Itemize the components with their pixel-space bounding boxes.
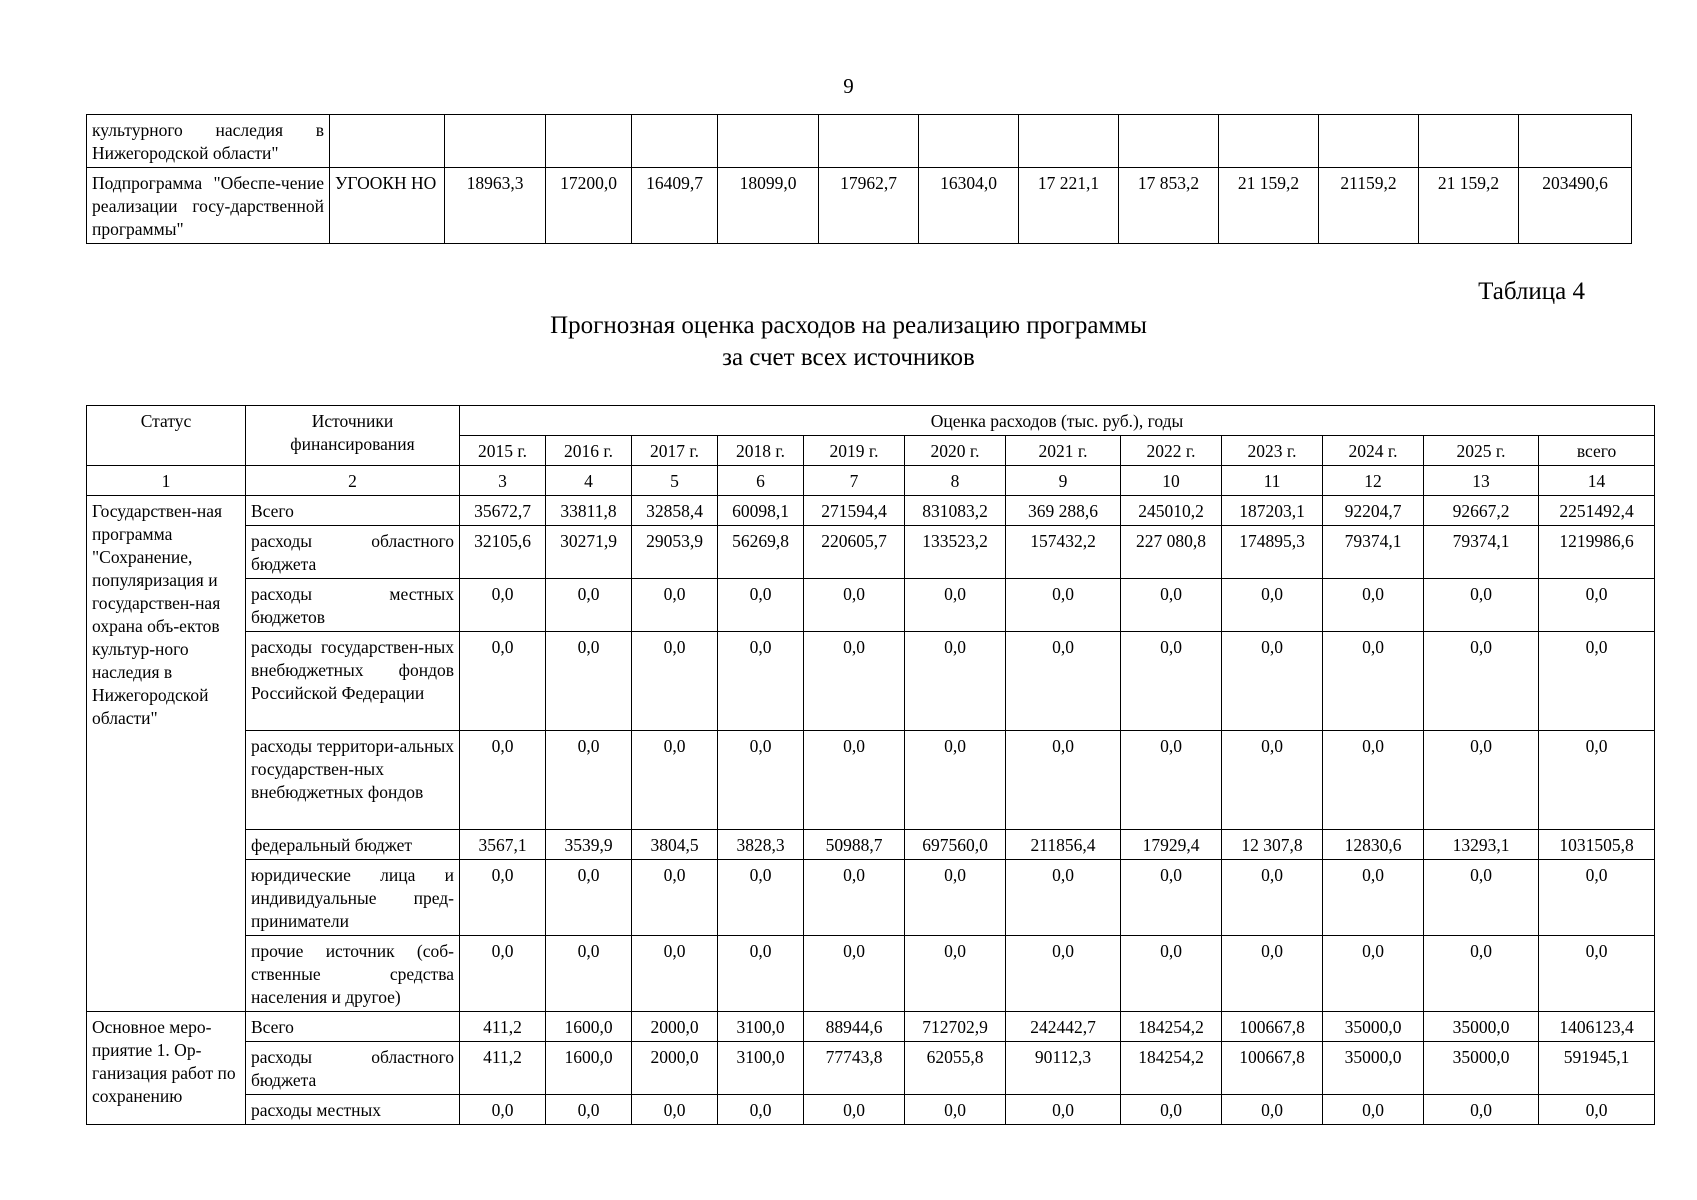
value-cell <box>632 115 718 168</box>
status-cell: Основное меро-приятие 1. Ор-ганизация работ по сохранению <box>87 1012 246 1125</box>
value-cell <box>1519 115 1632 168</box>
value-cell: 35000,0 <box>1323 1012 1424 1042</box>
value-cell: 174895,3 <box>1222 526 1323 579</box>
value-cell: 0,0 <box>718 632 804 731</box>
value-cell: 0,0 <box>1006 731 1121 830</box>
value-cell: 133523,2 <box>905 526 1006 579</box>
source-cell: расходы местных <box>246 1095 460 1125</box>
value-cell: 203490,6 <box>1519 168 1632 244</box>
value-cell: 32105,6 <box>460 526 546 579</box>
value-cell: 0,0 <box>718 731 804 830</box>
value-cell: 0,0 <box>1006 1095 1121 1125</box>
header-column-numbers-row <box>87 466 1655 496</box>
header-source: Источники финансирования <box>246 406 460 466</box>
value-cell: 0,0 <box>546 1095 632 1125</box>
value-cell: 0,0 <box>460 936 546 1012</box>
value-cell: 0,0 <box>1222 579 1323 632</box>
value-cell: 0,0 <box>1121 731 1222 830</box>
row-name: Подпрограмма "Обеспе-чение реализации госу-дарственной программы" <box>87 168 330 244</box>
value-cell: 1031505,8 <box>1539 830 1655 860</box>
column-number: 9 <box>1006 466 1121 496</box>
value-cell: 60098,1 <box>718 496 804 526</box>
value-cell: 0,0 <box>1424 860 1539 936</box>
value-cell: 0,0 <box>905 731 1006 830</box>
value-cell: 35000,0 <box>1323 1042 1424 1095</box>
value-cell: 0,0 <box>1006 579 1121 632</box>
value-cell: 187203,1 <box>1222 496 1323 526</box>
table-row <box>87 830 1655 860</box>
source-cell: Всего <box>246 1012 460 1042</box>
value-cell: 3567,1 <box>460 830 546 860</box>
value-cell: 0,0 <box>804 1095 905 1125</box>
year-header: 2018 г. <box>718 436 804 466</box>
value-cell: 0,0 <box>1006 632 1121 731</box>
value-cell <box>546 115 632 168</box>
source-cell: расходы областного бюджета <box>246 526 460 579</box>
value-cell: 831083,2 <box>905 496 1006 526</box>
value-cell: 79374,1 <box>1424 526 1539 579</box>
year-header: всего <box>1539 436 1655 466</box>
value-cell: 271594,4 <box>804 496 905 526</box>
value-cell: 0,0 <box>804 731 905 830</box>
value-cell: 17200,0 <box>546 168 632 244</box>
column-number: 6 <box>718 466 804 496</box>
source-cell: расходы государствен-ных внебюджетных фондов Российской Федерации <box>246 632 460 731</box>
table-row <box>87 936 1655 1012</box>
value-cell: 157432,2 <box>1006 526 1121 579</box>
value-cell: 0,0 <box>804 860 905 936</box>
value-cell <box>445 115 546 168</box>
value-cell: 0,0 <box>1222 936 1323 1012</box>
column-number: 5 <box>632 466 718 496</box>
row-organization <box>330 115 445 168</box>
header-row-1 <box>87 406 1655 436</box>
value-cell: 0,0 <box>1539 1095 1655 1125</box>
value-cell: 220605,7 <box>804 526 905 579</box>
value-cell: 697560,0 <box>905 830 1006 860</box>
row-name: культурного наследия в Нижегородской области" <box>87 115 330 168</box>
source-cell: расходы областного бюджета <box>246 1042 460 1095</box>
value-cell: 0,0 <box>632 860 718 936</box>
value-cell: 0,0 <box>632 579 718 632</box>
value-cell: 712702,9 <box>905 1012 1006 1042</box>
value-cell: 62055,8 <box>905 1042 1006 1095</box>
value-cell: 0,0 <box>1323 632 1424 731</box>
year-header: 2020 г. <box>905 436 1006 466</box>
column-number: 7 <box>804 466 905 496</box>
value-cell: 0,0 <box>1222 632 1323 731</box>
value-cell: 0,0 <box>546 731 632 830</box>
value-cell: 100667,8 <box>1222 1042 1323 1095</box>
value-cell: 0,0 <box>1121 1095 1222 1125</box>
value-cell: 0,0 <box>718 1095 804 1125</box>
value-cell: 211856,4 <box>1006 830 1121 860</box>
value-cell: 0,0 <box>1222 860 1323 936</box>
value-cell: 2000,0 <box>632 1012 718 1042</box>
value-cell: 369 288,6 <box>1006 496 1121 526</box>
column-number: 2 <box>246 466 460 496</box>
value-cell: 90112,3 <box>1006 1042 1121 1095</box>
table-row <box>87 632 1655 731</box>
value-cell: 0,0 <box>1006 936 1121 1012</box>
value-cell <box>1119 115 1219 168</box>
value-cell: 33811,8 <box>546 496 632 526</box>
column-number: 12 <box>1323 466 1424 496</box>
year-header: 2021 г. <box>1006 436 1121 466</box>
value-cell: 0,0 <box>1121 936 1222 1012</box>
value-cell: 0,0 <box>718 579 804 632</box>
value-cell: 0,0 <box>1424 579 1539 632</box>
value-cell: 0,0 <box>460 1095 546 1125</box>
value-cell: 17 221,1 <box>1019 168 1119 244</box>
value-cell: 0,0 <box>905 936 1006 1012</box>
value-cell: 29053,9 <box>632 526 718 579</box>
value-cell: 100667,8 <box>1222 1012 1323 1042</box>
value-cell <box>1219 115 1319 168</box>
value-cell <box>919 115 1019 168</box>
value-cell: 92204,7 <box>1323 496 1424 526</box>
value-cell: 0,0 <box>1424 936 1539 1012</box>
table-row <box>87 115 1632 168</box>
value-cell: 227 080,8 <box>1121 526 1222 579</box>
value-cell: 1600,0 <box>546 1012 632 1042</box>
value-cell: 79374,1 <box>1323 526 1424 579</box>
value-cell: 16409,7 <box>632 168 718 244</box>
value-cell: 0,0 <box>460 860 546 936</box>
value-cell: 3100,0 <box>718 1042 804 1095</box>
value-cell: 3539,9 <box>546 830 632 860</box>
value-cell: 0,0 <box>1121 632 1222 731</box>
column-number: 8 <box>905 466 1006 496</box>
year-header: 2016 г. <box>546 436 632 466</box>
year-header: 2023 г. <box>1222 436 1323 466</box>
value-cell: 411,2 <box>460 1042 546 1095</box>
value-cell: 0,0 <box>1121 860 1222 936</box>
value-cell: 0,0 <box>905 632 1006 731</box>
source-cell: расходы местных бюджетов <box>246 579 460 632</box>
value-cell: 0,0 <box>905 1095 1006 1125</box>
value-cell: 1600,0 <box>546 1042 632 1095</box>
value-cell: 411,2 <box>460 1012 546 1042</box>
value-cell: 0,0 <box>1539 860 1655 936</box>
value-cell: 0,0 <box>905 860 1006 936</box>
column-number: 10 <box>1121 466 1222 496</box>
table-row <box>87 731 1655 830</box>
value-cell: 0,0 <box>804 579 905 632</box>
value-cell <box>819 115 919 168</box>
row-organization: УГООКН НО <box>330 168 445 244</box>
value-cell: 92667,2 <box>1424 496 1539 526</box>
value-cell: 17 853,2 <box>1119 168 1219 244</box>
source-cell: прочие источник (соб-ственные средства населения и другое) <box>246 936 460 1012</box>
table-row <box>87 526 1655 579</box>
header-estimate: Оценка расходов (тыс. руб.), годы <box>460 406 1655 436</box>
value-cell: 591945,1 <box>1539 1042 1655 1095</box>
column-number: 3 <box>460 466 546 496</box>
table-row <box>87 496 1655 526</box>
table-label: Таблица 4 <box>1478 278 1585 305</box>
year-header: 2025 г. <box>1424 436 1539 466</box>
continuation-table <box>86 114 1632 244</box>
value-cell: 0,0 <box>718 936 804 1012</box>
value-cell: 0,0 <box>632 731 718 830</box>
value-cell: 0,0 <box>632 632 718 731</box>
year-header: 2019 г. <box>804 436 905 466</box>
value-cell: 0,0 <box>1323 731 1424 830</box>
value-cell: 0,0 <box>1539 579 1655 632</box>
value-cell: 0,0 <box>632 936 718 1012</box>
column-number: 4 <box>546 466 632 496</box>
value-cell: 3828,3 <box>718 830 804 860</box>
value-cell <box>1319 115 1419 168</box>
value-cell: 17962,7 <box>819 168 919 244</box>
value-cell: 3804,5 <box>632 830 718 860</box>
value-cell: 0,0 <box>1424 1095 1539 1125</box>
value-cell: 0,0 <box>1121 579 1222 632</box>
value-cell: 35000,0 <box>1424 1042 1539 1095</box>
value-cell: 0,0 <box>1222 731 1323 830</box>
source-cell: Всего <box>246 496 460 526</box>
year-header: 2022 г. <box>1121 436 1222 466</box>
source-cell: юридические лица и индивидуальные пред-приниматели <box>246 860 460 936</box>
value-cell: 50988,7 <box>804 830 905 860</box>
value-cell: 32858,4 <box>632 496 718 526</box>
table-row <box>87 168 1632 244</box>
value-cell: 0,0 <box>1539 936 1655 1012</box>
title-line-2: за счет всех источников <box>722 344 975 371</box>
value-cell: 0,0 <box>460 731 546 830</box>
table-row <box>87 579 1655 632</box>
table-title <box>0 310 1697 374</box>
page-number: 9 <box>843 74 854 98</box>
value-cell: 21159,2 <box>1319 168 1419 244</box>
value-cell: 3100,0 <box>718 1012 804 1042</box>
year-header: 2024 г. <box>1323 436 1424 466</box>
value-cell <box>1419 115 1519 168</box>
value-cell: 1219986,6 <box>1539 526 1655 579</box>
value-cell: 16304,0 <box>919 168 1019 244</box>
source-cell: федеральный бюджет <box>246 830 460 860</box>
year-header: 2015 г. <box>460 436 546 466</box>
value-cell: 77743,8 <box>804 1042 905 1095</box>
value-cell: 12830,6 <box>1323 830 1424 860</box>
value-cell: 184254,2 <box>1121 1012 1222 1042</box>
value-cell: 0,0 <box>1323 936 1424 1012</box>
value-cell: 0,0 <box>1424 731 1539 830</box>
value-cell: 0,0 <box>804 936 905 1012</box>
column-number: 11 <box>1222 466 1323 496</box>
value-cell: 1406123,4 <box>1539 1012 1655 1042</box>
value-cell: 0,0 <box>460 579 546 632</box>
table-row <box>87 1012 1655 1042</box>
source-cell: расходы территори-альных государствен-ных внебюджетных фондов <box>246 731 460 830</box>
expense-forecast-table <box>86 405 1655 1125</box>
value-cell: 18099,0 <box>718 168 819 244</box>
value-cell: 13293,1 <box>1424 830 1539 860</box>
value-cell: 0,0 <box>1323 579 1424 632</box>
value-cell: 2251492,4 <box>1539 496 1655 526</box>
value-cell: 35672,7 <box>460 496 546 526</box>
header-status: Статус <box>87 406 246 466</box>
value-cell: 0,0 <box>1424 632 1539 731</box>
value-cell: 0,0 <box>546 632 632 731</box>
value-cell <box>1019 115 1119 168</box>
value-cell: 18963,3 <box>445 168 546 244</box>
table-row <box>87 860 1655 936</box>
value-cell: 0,0 <box>460 632 546 731</box>
value-cell <box>718 115 819 168</box>
value-cell: 245010,2 <box>1121 496 1222 526</box>
value-cell: 0,0 <box>1539 632 1655 731</box>
value-cell: 56269,8 <box>718 526 804 579</box>
value-cell: 0,0 <box>546 936 632 1012</box>
value-cell: 0,0 <box>546 860 632 936</box>
value-cell: 30271,9 <box>546 526 632 579</box>
value-cell: 0,0 <box>546 579 632 632</box>
value-cell: 184254,2 <box>1121 1042 1222 1095</box>
value-cell: 21 159,2 <box>1419 168 1519 244</box>
value-cell: 21 159,2 <box>1219 168 1319 244</box>
value-cell: 35000,0 <box>1424 1012 1539 1042</box>
table-row <box>87 1095 1655 1125</box>
value-cell: 0,0 <box>1222 1095 1323 1125</box>
title-line-1: Прогнозная оценка расходов на реализацию программы <box>550 312 1147 339</box>
value-cell: 17929,4 <box>1121 830 1222 860</box>
value-cell: 0,0 <box>905 579 1006 632</box>
value-cell: 0,0 <box>1539 731 1655 830</box>
value-cell: 0,0 <box>1323 1095 1424 1125</box>
value-cell: 0,0 <box>718 860 804 936</box>
value-cell: 0,0 <box>632 1095 718 1125</box>
column-number: 13 <box>1424 466 1539 496</box>
value-cell: 88944,6 <box>804 1012 905 1042</box>
year-header: 2017 г. <box>632 436 718 466</box>
status-cell: Государствен-ная программа "Сохранение, популяризация и государствен-ная охрана объ-ектов культур-ного наследия в Нижегородской области" <box>87 496 246 1012</box>
value-cell: 0,0 <box>1006 860 1121 936</box>
table-row <box>87 1042 1655 1095</box>
value-cell: 0,0 <box>1323 860 1424 936</box>
value-cell: 2000,0 <box>632 1042 718 1095</box>
column-number: 14 <box>1539 466 1655 496</box>
value-cell: 242442,7 <box>1006 1012 1121 1042</box>
value-cell: 0,0 <box>804 632 905 731</box>
column-number: 1 <box>87 466 246 496</box>
value-cell: 12 307,8 <box>1222 830 1323 860</box>
